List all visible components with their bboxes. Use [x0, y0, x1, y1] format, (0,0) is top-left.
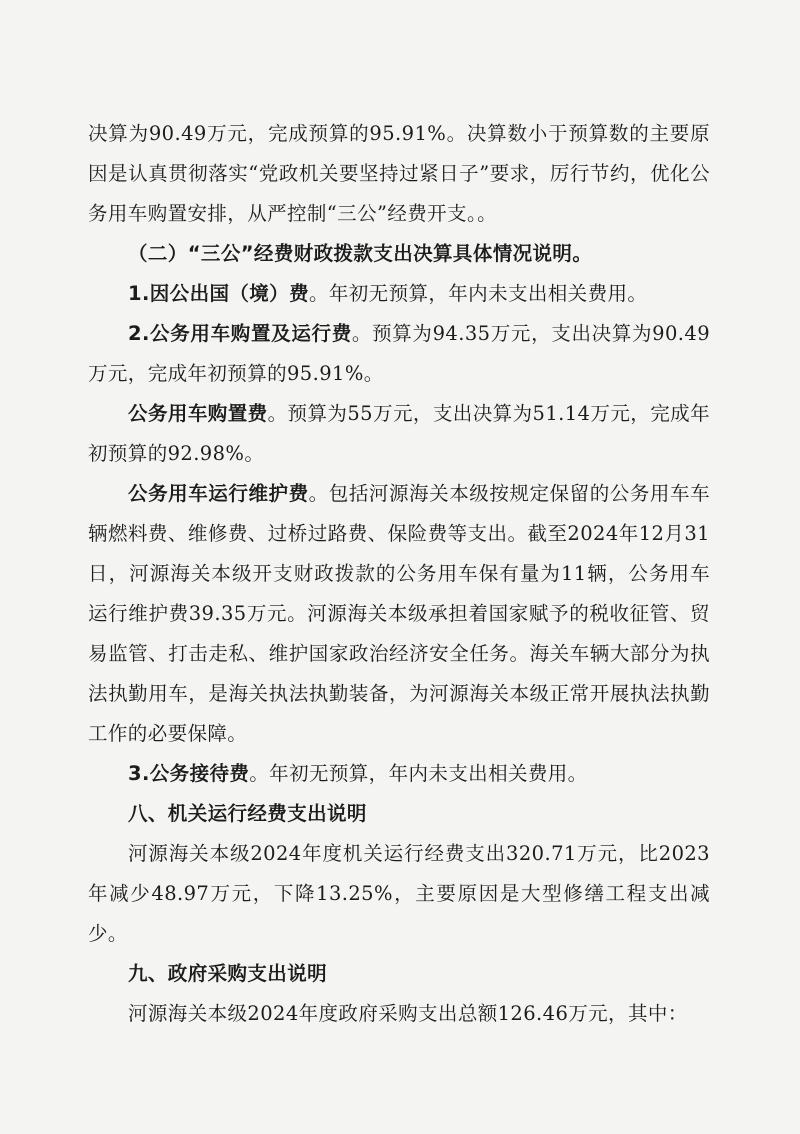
item-overseas-travel	[88, 274, 710, 314]
item-vehicle-purchase-text: 。预算为55万元，支出决算为51.14万元，完成年初预算的92.98%。	[88, 402, 710, 465]
item-vehicle-costs-text: 。预算为94.35万元，支出决算为90.49万元，完成年初预算的95.91%。	[88, 322, 711, 385]
item-vehicle-costs-title: 2.公务用车购置及运行费	[128, 322, 352, 345]
item-overseas-travel-text: 。年初无预算，年内未支出相关费用。	[308, 282, 648, 305]
paragraph-operating-expenses: 河源海关本级2024年度机关运行经费支出320.71万元，比2023年减少48.97万元，下降13.25%，主要原因是大型修缮工程支出减少。	[88, 842, 710, 945]
item-overseas-travel-title: 1.因公出国（境）费	[128, 282, 309, 305]
item-vehicle-purchase	[88, 394, 710, 474]
item-reception-text: 。年初无预算，年内未支出相关费用。	[249, 762, 588, 785]
paragraph-procurement: 河源海关本级2024年度政府采购支出总额126.46万元，其中：	[128, 1002, 688, 1025]
section-heading-procurement: 九、政府采购支出说明	[128, 962, 328, 985]
item-vehicle-maintenance	[88, 474, 710, 754]
item-vehicle-purchase-title: 公务用车购置费	[128, 402, 268, 425]
item-vehicle-maintenance-text: 。包括河源海关本级按规定保留的公务用车车辆燃料费、维修费、过桥过路费、保险费等支出。截至2024年12月31日，河源海关本级开支财政拨款的公务用车保有量为11辆，公务用车运行维护费39.35万元。河源海关本级承担着国家赋予的税收征管、贸易监管、打击走私、维护国家政治经济安全任务。海关车辆大部分为执法执勤用车，是海关执法执勤装备，为河源海关本级正常开展执法执勤工作的必要保障。	[88, 482, 710, 745]
item-vehicle-costs	[88, 314, 710, 394]
item-vehicle-maintenance-title: 公务用车运行维护费	[128, 482, 309, 505]
section-heading-sangong: （二）“三公”经费财政拨款支出决算具体情况说明。	[128, 242, 593, 265]
document-body	[88, 114, 710, 1034]
paragraph-final-accounts: 决算为90.49万元，完成预算的95.91%。决算数小于预算数的主要原因是认真贯彻落实“党政机关要坚持过紧日子”要求，厉行节约，优化公务用车购置安排，从严控制“三公”经费开支。。	[88, 122, 710, 225]
item-reception	[88, 754, 710, 794]
section-heading-operating-expenses: 八、机关运行经费支出说明	[128, 802, 367, 825]
item-reception-title: 3.公务接待费	[128, 762, 250, 785]
